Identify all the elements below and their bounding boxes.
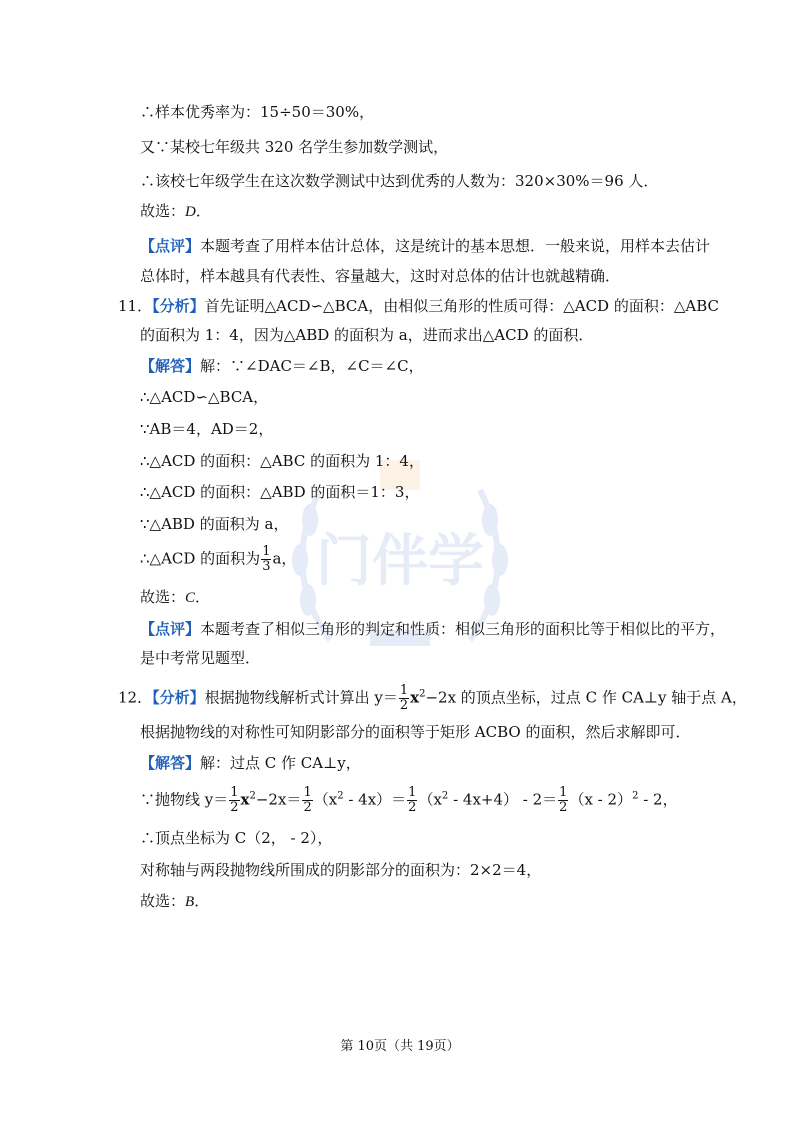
answer-prefix: 故选： bbox=[140, 588, 186, 606]
solution-text: a， bbox=[272, 549, 297, 568]
equation-text: ∵抛物线 y＝ bbox=[140, 790, 229, 809]
solution-text: 解：过点 C 作 CA⊥y， bbox=[200, 754, 361, 772]
text-line: 又∵某校七年级共 320 名学生参加数学测试， bbox=[140, 138, 449, 156]
solution-line: 对称轴与两段抛物线所围成的阴影部分的面积为：2×2＝4， bbox=[140, 861, 542, 879]
numerator: 1 bbox=[262, 544, 271, 559]
exponent: 2 bbox=[337, 790, 344, 802]
answer-prefix: 故选： bbox=[140, 892, 186, 910]
exponent: 2 bbox=[441, 790, 449, 802]
denominator: 2 bbox=[230, 800, 239, 815]
numerator: 1 bbox=[399, 683, 409, 698]
question-12-analysis bbox=[118, 684, 747, 713]
exponent: 2 bbox=[249, 790, 256, 802]
solution-line bbox=[140, 356, 424, 376]
watermark-logo bbox=[270, 440, 530, 680]
exponent: 2 bbox=[419, 688, 426, 700]
answer-line bbox=[140, 891, 209, 912]
equation-text: - 2， bbox=[638, 790, 678, 809]
denominator: 2 bbox=[303, 800, 312, 815]
answer-line bbox=[140, 201, 211, 222]
solution-tag: 【解答】 bbox=[140, 357, 201, 375]
text-line: ∴样本优秀率为：15÷50＝30%， bbox=[140, 103, 375, 121]
analysis-text: −2x 的顶点坐标，过点 C 作 CA⊥y 轴于点 A， bbox=[425, 688, 747, 707]
equation-text: （x bbox=[418, 790, 442, 809]
solution-line: ∴△ACD∽△BCA， bbox=[140, 388, 269, 406]
equation-text: - 4x）＝ bbox=[343, 790, 407, 809]
answer-choice: C bbox=[185, 590, 196, 606]
solution-line: ∴△ACD 的面积：△ABC 的面积为 1：4， bbox=[140, 452, 424, 470]
equation-text: （x bbox=[313, 790, 338, 809]
comment-line: 是中考常见题型． bbox=[140, 649, 261, 667]
solution-text: 解：∵∠DAC＝∠B，∠C＝∠C， bbox=[200, 357, 424, 375]
question-number: 12． bbox=[118, 688, 153, 707]
fraction bbox=[558, 786, 568, 815]
exponent: 2 bbox=[632, 790, 639, 802]
watermark-text: 门伴学 bbox=[316, 529, 484, 594]
numerator: 1 bbox=[230, 785, 239, 800]
analysis-text: 的面积为 1：4，因为△ABD 的面积为 a，进而求出△ACD 的面积． bbox=[140, 326, 594, 344]
solution-text: ∴△ACD 的面积为 bbox=[140, 549, 261, 568]
fraction bbox=[407, 786, 417, 815]
fraction bbox=[229, 786, 239, 815]
fraction bbox=[399, 684, 409, 713]
comment-text: 本题考查了相似三角形的判定和性质：相似三角形的面积比等于相似比的平方， bbox=[200, 620, 726, 638]
solution-line bbox=[140, 753, 361, 773]
analysis-text: 根据抛物线的对称性可知阴影部分的面积等于矩形 ACBO 的面积，然后求解即可． bbox=[140, 723, 691, 741]
numerator: 1 bbox=[559, 785, 568, 800]
analysis-tag: 【分析】 bbox=[152, 688, 205, 707]
equation-line bbox=[140, 786, 678, 815]
comment-line bbox=[140, 619, 725, 639]
comment-tag: 【点评】 bbox=[140, 620, 201, 638]
numerator: 1 bbox=[303, 785, 312, 800]
comment-line: 总体时，样本越具有代表性、容量越大，这时对总体的估计也就越精确． bbox=[140, 267, 621, 285]
numerator: 1 bbox=[408, 785, 417, 800]
solution-line: ∴顶点坐标为 C（2， - 2）， bbox=[140, 829, 333, 847]
solution-line: ∵△ABD 的面积为 a， bbox=[140, 515, 289, 533]
answer-choice: B bbox=[185, 894, 195, 910]
analysis-text: 首先证明△ACD∽△BCA，由相似三角形的性质可得：△ACD 的面积：△ABC bbox=[204, 297, 719, 315]
answer-line bbox=[140, 587, 210, 608]
page-footer: 第 10页（共 19页） bbox=[340, 1039, 460, 1054]
answer-suffix: ． bbox=[195, 202, 211, 220]
equation-text: - 4x+4） - 2＝ bbox=[448, 790, 558, 809]
math-var: x bbox=[410, 688, 420, 707]
denominator: 2 bbox=[559, 800, 568, 815]
comment-tag: 【点评】 bbox=[140, 237, 201, 255]
answer-prefix: 故选： bbox=[140, 202, 186, 220]
question-11-analysis bbox=[118, 296, 719, 316]
denominator: 3 bbox=[262, 559, 271, 574]
analysis-tag: 【分析】 bbox=[152, 297, 205, 315]
denominator: 2 bbox=[408, 800, 417, 815]
solution-line: ∴△ACD 的面积：△ABD 的面积＝1：3， bbox=[140, 483, 420, 501]
solution-line bbox=[140, 545, 296, 574]
denominator: 2 bbox=[399, 698, 409, 713]
text-line: ∴该校七年级学生在这次数学测试中达到优秀的人数为：320×30%＝96 人． bbox=[140, 172, 659, 190]
equation-text: （x - 2） bbox=[569, 790, 633, 809]
solution-tag: 【解答】 bbox=[140, 754, 201, 772]
answer-choice: D bbox=[185, 204, 196, 220]
solution-line: ∵AB＝4，AD＝2， bbox=[140, 420, 274, 438]
answer-suffix: ． bbox=[195, 588, 211, 606]
math-var: x bbox=[240, 790, 250, 809]
fraction bbox=[261, 545, 271, 574]
question-number: 11． bbox=[118, 297, 153, 315]
comment-line bbox=[140, 236, 710, 256]
analysis-text: 根据抛物线解析式计算出 y＝ bbox=[204, 688, 398, 707]
answer-suffix: ． bbox=[194, 892, 210, 910]
comment-text: 本题考查了用样本估计总体，这是统计的基本思想．一般来说，用样本去估计 bbox=[200, 237, 711, 255]
equation-text: −2x＝ bbox=[255, 790, 302, 809]
fraction bbox=[302, 786, 312, 815]
